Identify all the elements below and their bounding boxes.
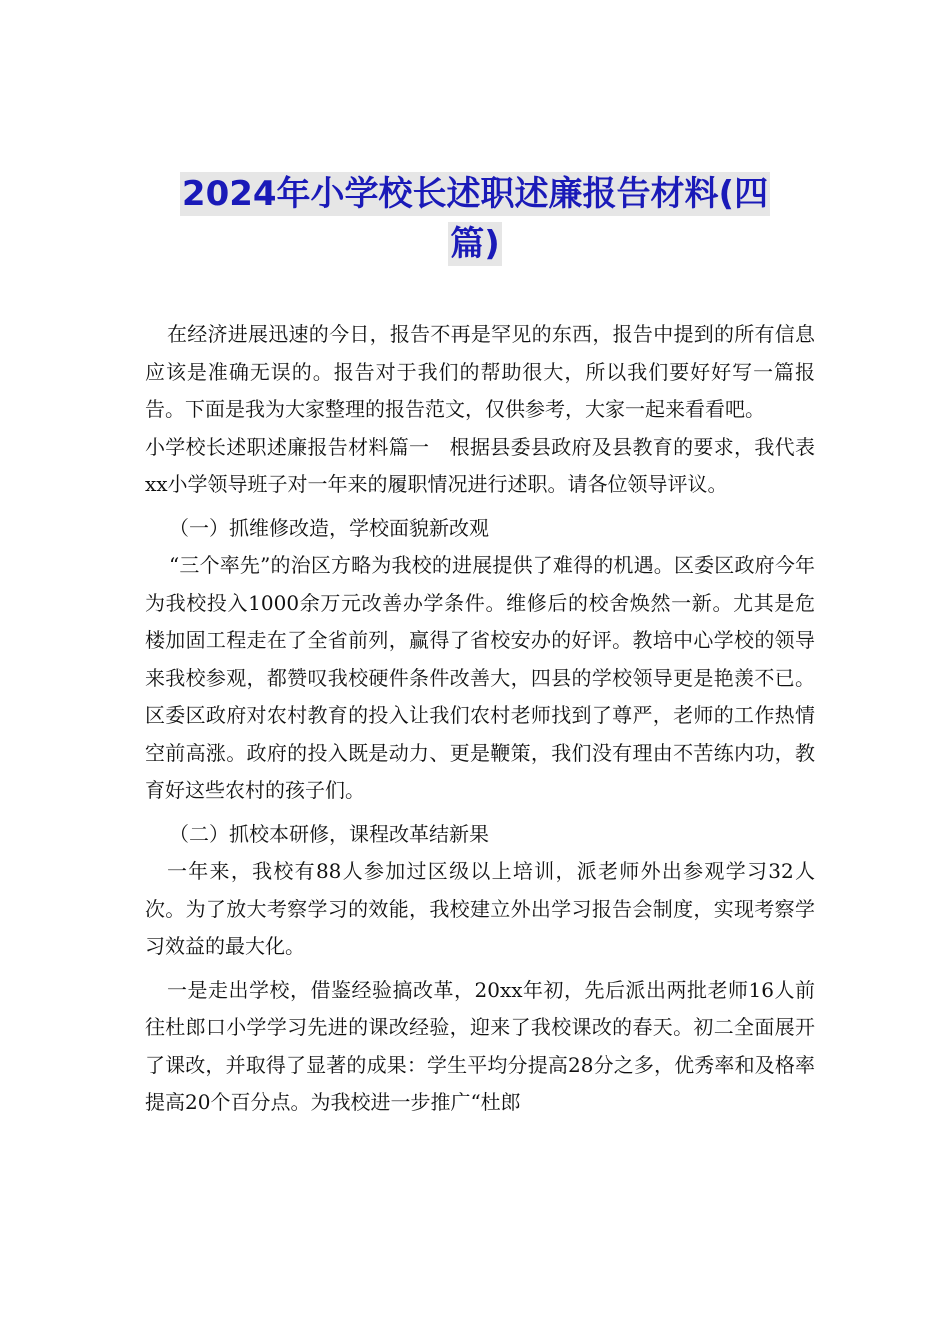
paragraph-2: 一年来，我校有88人参加过区级以上培训，派老师外出参观学习32人次。为了放大考察学习的效能，我校建立外出学习报告会制度，实现考察学习效益的最大化。 <box>145 859 815 958</box>
title-line-1: 2024年小学校长述职述廉报告材料(四 <box>181 174 769 214</box>
document-body <box>145 316 815 1122</box>
paragraph-1: “三个率先”的治区方略为我校的进展提供了难得的机遇。区委区政府今年为我校投入1000余万元改善办学条件。维修后的校舍焕然一新。尤其是危楼加固工程走在了全省前列，赢得了省校安办的好评。教培中心学校的领导来我校参观，都赞叹我校硬件条件改善大，四县的学校领导更是艳羡不已。区委区政府对农村教育的投入让我们农村老师找到了尊严，老师的工作热情空前高涨。政府的投入既是动力、更是鞭策，我们没有理由不苦练内功，教育好这些农村的孩子们。 <box>145 553 815 802</box>
document-title <box>145 172 805 266</box>
section-intro-paragraph: 小学校长述职述廉报告材料篇一 根据县委县政府及县教育的要求，我代表xx小学领导班子对一年来的履职情况进行述职。请各位领导评议。 <box>145 434 815 496</box>
title-line-2: 篇) <box>450 224 500 264</box>
section-heading-2: （二）抓校本研修，课程改革结新果 <box>169 821 489 846</box>
section-heading-1: （一）抓维修改造，学校面貌新改观 <box>169 515 489 540</box>
intro-paragraph: 在经济进展迅速的今日，报告不再是罕见的东西，报告中提到的所有信息应该是准确无误的。报告对于我们的帮助很大，所以我们要好好写一篇报告。下面是我为大家整理的报告范文，仅供参考，大家一起来看看吧。 <box>145 322 815 421</box>
paragraph-3: 一是走出学校，借鉴经验搞改革，20xx年初，先后派出两批老师16人前往杜郎口小学学习先进的课改经验，迎来了我校课改的春天。初二全面展开了课改，并取得了显著的成果：学生平均分提高28分之多，优秀率和及格率提高20个百分点。为我校进一步推广“杜郎 <box>145 977 815 1114</box>
